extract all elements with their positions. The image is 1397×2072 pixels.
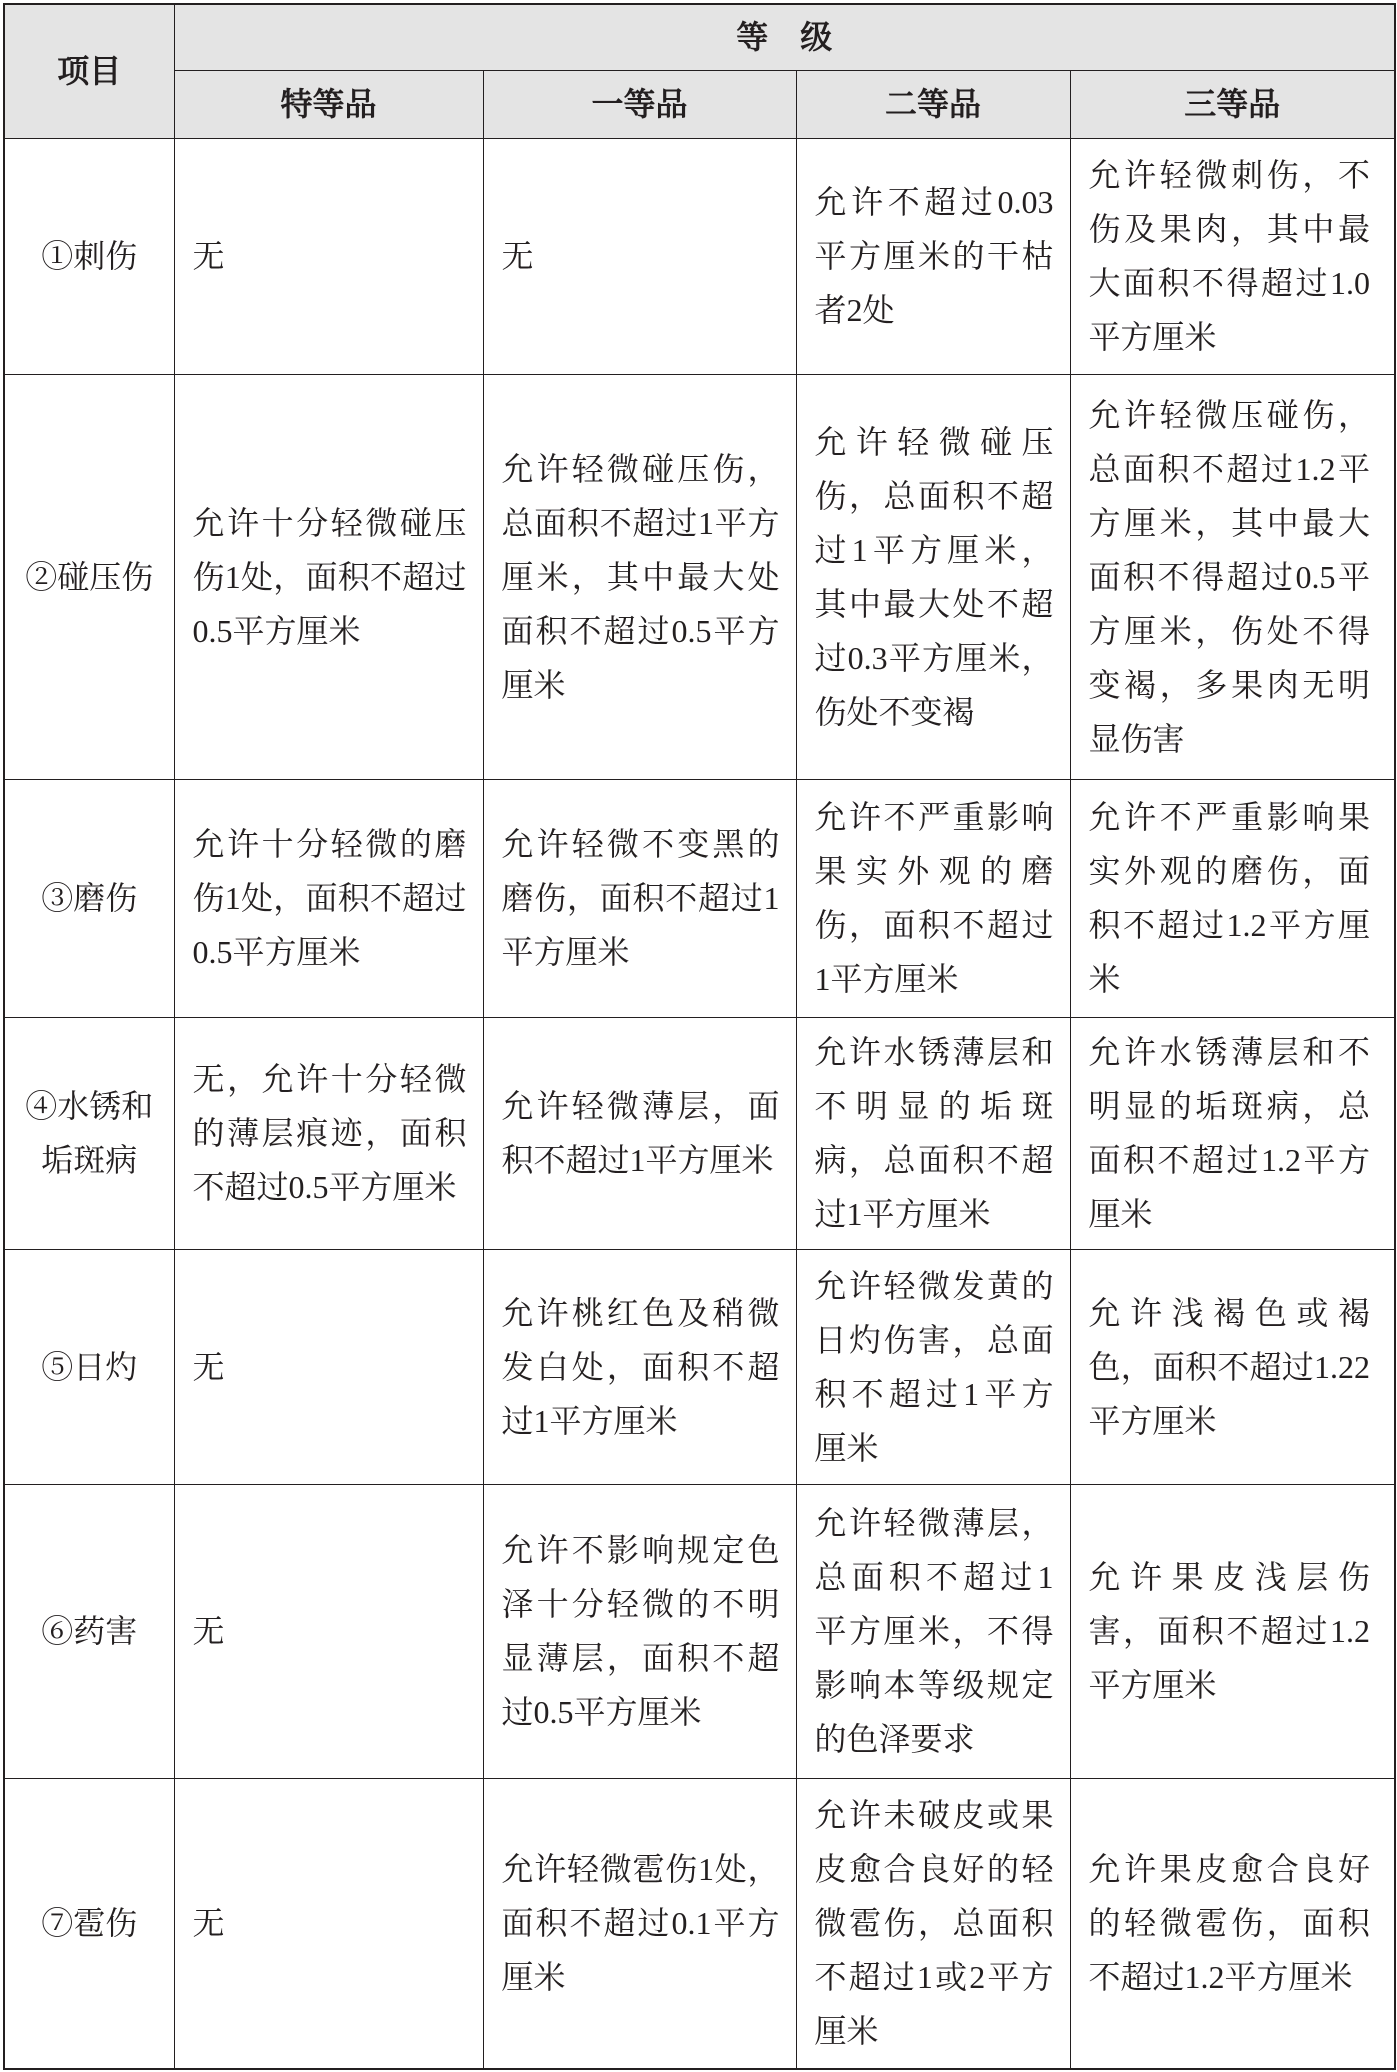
table-header (4, 4, 1395, 138)
grading-table (3, 3, 1396, 2070)
first-grade-header: 一等品 (483, 70, 796, 138)
second-grade-cell: 允许水锈薄层和不明显的垢斑病，总面积不超过1平方厘米 (796, 1017, 1070, 1249)
special-grade-cell: 允许十分轻微碰压伤1处，面积不超过0.5平方厘米 (174, 374, 483, 779)
table-row (4, 138, 1395, 374)
first-grade-cell: 无 (483, 138, 796, 374)
table-row (4, 1249, 1395, 1484)
table-body (4, 138, 1395, 2069)
first-grade-cell: 允许轻微不变黑的磨伤，面积不超过1平方厘米 (483, 779, 796, 1017)
item-name-cell: ④水锈和垢斑病 (4, 1017, 174, 1249)
item-name-cell: ⑤日灼 (4, 1249, 174, 1484)
special-grade-cell: 无 (174, 1249, 483, 1484)
second-grade-cell: 允许轻微碰压伤，总面积不超过1平方厘米，其中最大处不超过0.3平方厘米，伤处不变褐 (796, 374, 1070, 779)
item-name-cell: ③磨伤 (4, 779, 174, 1017)
table-row (4, 1778, 1395, 2069)
special-grade-header: 特等品 (174, 70, 483, 138)
third-grade-cell: 允许果皮浅层伤害，面积不超过1.2平方厘米 (1070, 1484, 1395, 1778)
special-grade-cell: 无 (174, 1778, 483, 2069)
header-row (4, 4, 1395, 70)
second-grade-cell: 允许不超过0.03平方厘米的干枯者2处 (796, 138, 1070, 374)
third-grade-cell: 允许水锈薄层和不明显的垢斑病，总面积不超过1.2平方厘米 (1070, 1017, 1395, 1249)
special-grade-cell: 无 (174, 138, 483, 374)
item-name-cell: ②碰压伤 (4, 374, 174, 779)
item-name-cell: ⑥药害 (4, 1484, 174, 1778)
first-grade-cell: 允许桃红色及稍微发白处，面积不超过1平方厘米 (483, 1249, 796, 1484)
grade-group-header: 等 级 (174, 4, 1395, 70)
second-grade-cell: 允许轻微发黄的日灼伤害，总面积不超过1平方厘米 (796, 1249, 1070, 1484)
third-grade-cell: 允许不严重影响果实外观的磨伤，面积不超过1.2平方厘米 (1070, 779, 1395, 1017)
item-name-cell: ⑦雹伤 (4, 1778, 174, 2069)
first-grade-cell: 允许不影响规定色泽十分轻微的不明显薄层，面积不超过0.5平方厘米 (483, 1484, 796, 1778)
first-grade-cell: 允许轻微薄层，面积不超过1平方厘米 (483, 1017, 796, 1249)
second-grade-header: 二等品 (796, 70, 1070, 138)
table-row (4, 374, 1395, 779)
special-grade-cell: 无，允许十分轻微的薄层痕迹，面积不超过0.5平方厘米 (174, 1017, 483, 1249)
grade-header-row (4, 70, 1395, 138)
item-name-cell: ①刺伤 (4, 138, 174, 374)
table-row (4, 1017, 1395, 1249)
item-column-header: 项目 (4, 4, 174, 138)
table-row (4, 779, 1395, 1017)
third-grade-cell: 允许浅褐色或褐色，面积不超过1.22平方厘米 (1070, 1249, 1395, 1484)
second-grade-cell: 允许不严重影响果实外观的磨伤，面积不超过1平方厘米 (796, 779, 1070, 1017)
first-grade-cell: 允许轻微雹伤1处，面积不超过0.1平方厘米 (483, 1778, 796, 2069)
second-grade-cell: 允许未破皮或果皮愈合良好的轻微雹伤，总面积不超过1或2平方厘米 (796, 1778, 1070, 2069)
first-grade-cell: 允许轻微碰压伤，总面积不超过1平方厘米，其中最大处面积不超过0.5平方厘米 (483, 374, 796, 779)
special-grade-cell: 允许十分轻微的磨伤1处，面积不超过0.5平方厘米 (174, 779, 483, 1017)
third-grade-cell: 允许轻微刺伤，不伤及果肉，其中最大面积不得超过1.0平方厘米 (1070, 138, 1395, 374)
special-grade-cell: 无 (174, 1484, 483, 1778)
third-grade-cell: 允许轻微压碰伤，总面积不超过1.2平方厘米，其中最大面积不得超过0.5平方厘米，伤处不得变褐，多果肉无明显伤害 (1070, 374, 1395, 779)
table-row (4, 1484, 1395, 1778)
second-grade-cell: 允许轻微薄层，总面积不超过1平方厘米，不得影响本等级规定的色泽要求 (796, 1484, 1070, 1778)
third-grade-cell: 允许果皮愈合良好的轻微雹伤，面积不超过1.2平方厘米 (1070, 1778, 1395, 2069)
third-grade-header: 三等品 (1070, 70, 1395, 138)
